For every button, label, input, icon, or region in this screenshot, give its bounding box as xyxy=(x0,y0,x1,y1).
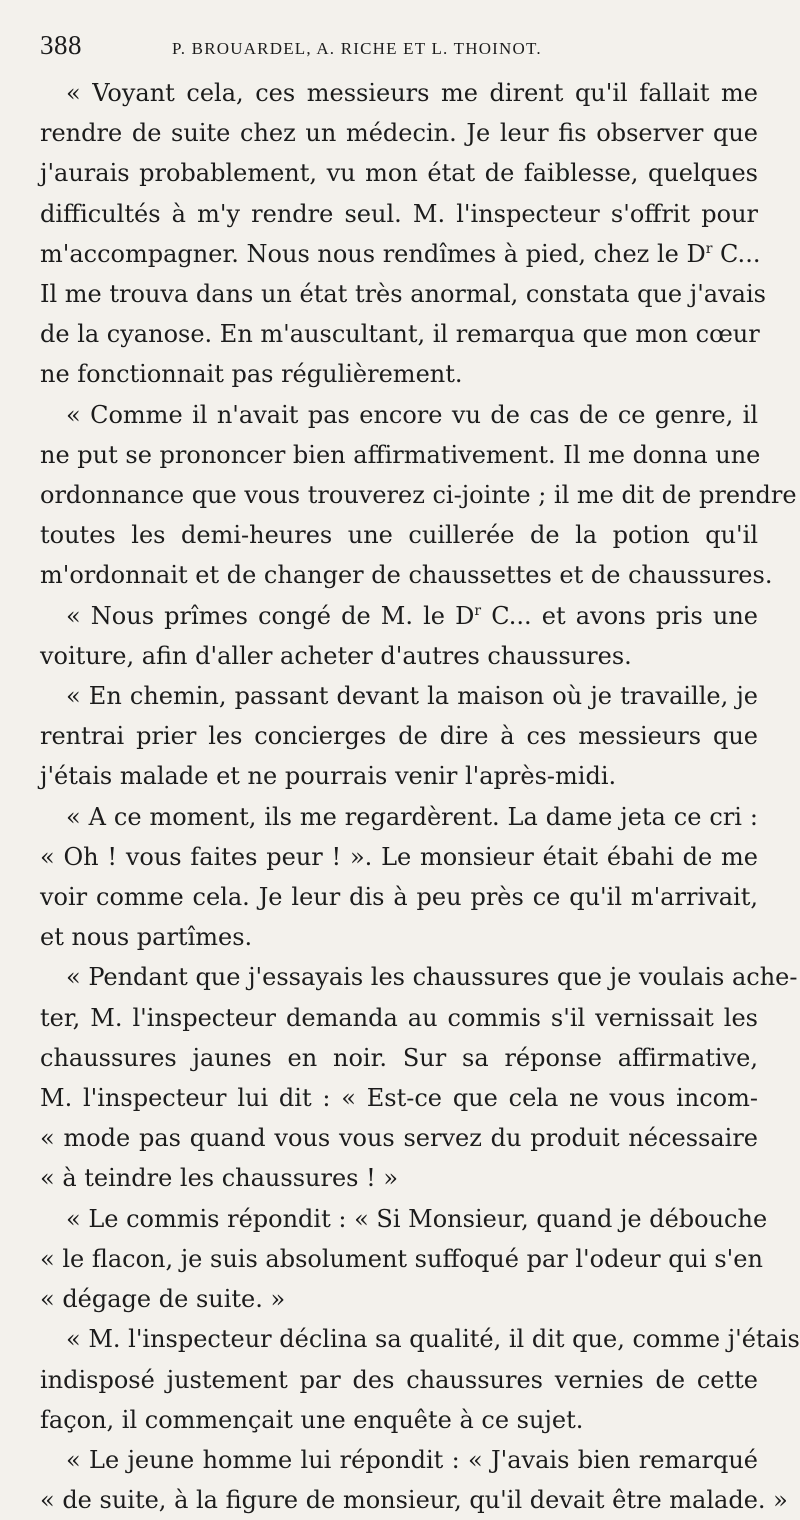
text-line: chaussures jaunes en noir. Sur sa réponse affirmative, xyxy=(40,1043,758,1072)
paragraph-8 xyxy=(40,1319,800,1440)
text-line: « M. l'inspecteur déclina sa qualité, il dit que, comme j'étais xyxy=(66,1325,800,1354)
text-segment: C... xyxy=(712,239,761,268)
text-line: « de suite, à la figure de monsieur, qu'il devait être malade. » xyxy=(40,1486,788,1515)
text-line: ne fonctionnait pas régulièrement. xyxy=(40,360,463,389)
text-line: « Pendant que j'essayais les chaussures que je voulais ache- xyxy=(66,963,798,992)
text-line: Il me trouva dans un état très anormal, constata que j'avais xyxy=(40,280,766,309)
text-line: « le flacon, je suis absolument suffoqué par l'odeur qui s'en xyxy=(40,1244,763,1273)
text-segment: C... et avons pris une xyxy=(481,601,759,630)
paragraph-3 xyxy=(40,596,758,676)
text-line: toutes les demi-heures une cuillerée de la potion qu'il xyxy=(40,521,758,550)
text-line: difficultés à m'y rendre seul. M. l'inspecteur s'offrit pour xyxy=(40,199,758,228)
running-head xyxy=(40,30,758,70)
text-line: M. l'inspecteur lui dit : « Est-ce que cela ne vous incom- xyxy=(40,1084,758,1113)
text-line: m'ordonnait et de changer de chaussettes et de chaussures. xyxy=(40,561,773,590)
paragraph-6 xyxy=(40,957,798,1198)
paragraph-1 xyxy=(40,73,766,395)
running-header-authors: P. BROUARDEL, A. RICHE ET L. THOINOT. xyxy=(172,39,542,58)
text-line: et nous partîmes. xyxy=(40,923,253,952)
paragraph-7 xyxy=(40,1199,768,1320)
text-line: de la cyanose. En m'auscultant, il remarqua que mon cœur xyxy=(40,320,760,349)
text-line: voiture, afin d'aller acheter d'autres chaussures. xyxy=(40,641,632,670)
text-line: « dégage de suite. » xyxy=(40,1285,286,1314)
body-text xyxy=(40,73,800,1520)
text-line: rendre de suite chez un médecin. Je leur fis observer que xyxy=(40,119,758,148)
paragraph-4 xyxy=(40,676,758,797)
text-line: façon, il commençait une enquête à ce sujet. xyxy=(40,1405,584,1434)
text-line: « Oh ! vous faites peur ! ». Le monsieur était ébahi de me xyxy=(40,842,758,871)
superscript: r xyxy=(474,602,482,619)
text-line: rentrai prier les concierges de dire à ces messieurs que xyxy=(40,722,758,751)
text-line: ordonnance que vous trouverez ci-jointe ; il me dit de prendre xyxy=(40,481,797,510)
text-line xyxy=(40,234,761,274)
text-line: ter, M. l'inspecteur demanda au commis s'il vernissait les xyxy=(40,1003,758,1032)
text-line: « Le commis répondit : « Si Monsieur, quand je débouche xyxy=(66,1204,768,1233)
text-line: ne put se prononcer bien affirmativement. Il me donna une xyxy=(40,440,761,469)
text-line: « à teindre les chaussures ! » xyxy=(40,1164,399,1193)
text-segment: m'accompagner. Nous nous rendîmes à pied, chez le D xyxy=(40,239,706,268)
page-number: 388 xyxy=(40,30,82,60)
text-line: voir comme cela. Je leur dis à peu près ce qu'il m'arrivait, xyxy=(40,883,758,912)
superscript: r xyxy=(705,240,713,257)
paragraph-2 xyxy=(40,395,797,596)
text-line: « A ce moment, ils me regardèrent. La dame jeta ce cri : xyxy=(66,802,758,831)
text-line xyxy=(40,596,758,636)
text-segment: « Nous prîmes congé de M. le D xyxy=(66,601,475,630)
text-line: j'aurais probablement, vu mon état de faiblesse, quelques xyxy=(40,159,758,188)
text-line: « mode pas quand vous vous servez du produit nécessaire xyxy=(40,1124,758,1153)
paragraph-5 xyxy=(40,797,758,958)
paragraph-9 xyxy=(40,1440,788,1520)
text-line: « Voyant cela, ces messieurs me dirent qu'il fallait me xyxy=(66,79,758,107)
text-line: j'étais malade et ne pourrais venir l'après-midi. xyxy=(40,762,617,791)
text-line: « Comme il n'avait pas encore vu de cas de ce genre, il xyxy=(66,400,758,429)
text-line: « Le jeune homme lui répondit : « J'avais bien remarqué xyxy=(66,1445,758,1474)
text-line: indisposé justement par des chaussures vernies de cette xyxy=(40,1365,758,1394)
text-line: « En chemin, passant devant la maison où je travaille, je xyxy=(66,682,758,711)
